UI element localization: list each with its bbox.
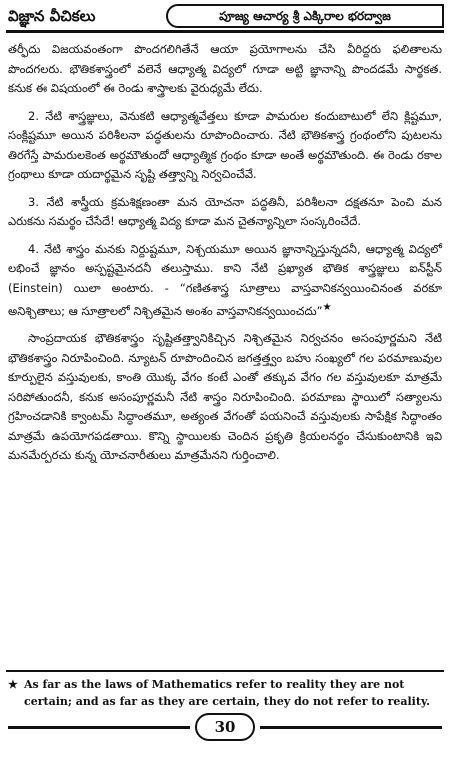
footnote-star-icon: ★ — [8, 678, 18, 691]
paragraph-2: 2. నేటి శాస్త్రజ్ఞులు, వెనుకటి ఆధ్యాత్మవేత్తలు కూడా పామరుల కందుబాటులో లేని క్లిష్టమూ, సంక్లిష్టమూ అయిన పరిశీలనా పద్ధతులను రూపొందించారు. నేటి భౌతికశాస్త్ర గ్రంథంలోని పుటలను తిరగేస్తే పామరులకెంత అర్థమౌతుందో ఆధ్యాత్మిక గ్రంథం కూడా అంతే అర్థమౌతుంది. ఈ రెండు రకాల గ్రంథాలు కూడా యదార్థమైన సృష్టి తత్త్వాన్ని నిర్వచించేవే. — [8, 108, 442, 181]
page-number: 30 — [195, 713, 255, 741]
paragraph-4 — [8, 240, 442, 322]
page-footer — [0, 713, 450, 743]
footer-rule-left — [8, 726, 190, 729]
body-text — [8, 40, 442, 474]
footer-rule-right — [260, 726, 442, 729]
header-rule — [6, 30, 444, 33]
paragraph-1: తర్ఫీదు విజయవంతంగా పొందగలిగితేనే ఆయా ప్రయోగాలను చేసి వీరిద్దరు ఫలితాలను పొందగలరు. భౌతికశాస్త్రంలో వలెనే ఆధ్యాత్మ విద్యలో గూడా అట్టి జ్ఞానాన్ని పొందడమే సార్థకత. కనుక ఈ విషయంలో ఈ రెండు శాస్త్రాలకు వైరుధ్యమే లేదు. — [8, 42, 442, 95]
author-title: పూజ్య ఆచార్య శ్రీ ఎక్కిరాల భరద్వాజ — [166, 4, 444, 28]
page-header — [6, 3, 444, 31]
footnote-text: As far as the laws of Mathematics refer to reality they are not certain; and as far as they are certain, they do not refer to reality. — [24, 678, 430, 708]
footnote-rule — [6, 670, 444, 672]
book-title: విజ్ఞాన వీచికలు — [8, 7, 96, 25]
paragraph-4-text: 4. నేటి శాస్త్రం మనకు నిర్దుష్టమూ, నిశ్చయమూ అయిన జ్ఞానాన్నిస్తున్నదనీ, ఆధ్యాత్మ విద్యలో లభించే జ్ఞానం అస్పష్టమైనదనీ తలుస్తాము. కాని నేటి ప్రఖ్యాత భౌతిక శాస్త్రజ్ఞులు ఐన్‌స్టీన్ (Einstein) యిలా అంటారు. - “గణితశాస్త్ర సూత్రాలు వాస్తవానికన్వయించినంత వరకూ అనిశ్చితాలు; ఆ సూత్రాలలో నిశ్చితమైన అంశం వాస్తవానికన్వయించదు” — [8, 241, 442, 318]
paragraph-5: సాంప్రదాయక భౌతికశాస్త్రం సృష్టితత్త్వానికిచ్చిన నిశ్చితమైన నిర్వచనం అసంపూర్ణమని నేటి భౌతికశాస్త్రం నిరూపించింది. న్యూటన్ రూపొందించిన జగత్తత్త్వం బహు సంఖ్యలో గల పరమాణువుల కూర్పులైన వస్తువులకు, కాంతి యొక్క వేగం కంటే ఎంతో తక్కువ వేగం గల వస్తువులకూ మాత్రమే సరిపోతుందనీ, కనుక అసంపూర్ణమనీ నేటి శాస్త్రం నిరూపించింది. పరమాణు స్థాయిలో సత్యాలను గ్రహించడానికి క్వాంటమ్ సిద్ధాంతమూ, అత్యంత వేగంతో పయనించే వస్తువులకు సాపేక్షిక సిద్ధాంతం మాత్రమే ఉపయోగపడతాయి. కొన్ని స్థాయిలకు చెందిన ప్రకృతి క్రియలనర్థం చేసుకుంటానికి ఇవి మనమేర్పరచు కున్న యోచనారీతులు మాత్రమేనని గుర్తించాలి. — [8, 331, 442, 463]
paragraph-3: 3. నేటి శాస్త్రీయ క్రమశిక్షణంతా మన యోచనా పద్ధతినీ, పరిశీలనా దక్షతనూ పెంచి మన ఎరుకను సమర్థం చేసేదే! ఆధ్యాత్మ విద్య కూడా మన చైతన్యాన్నిలా సంస్కరించేదే. — [8, 194, 442, 228]
footnote — [8, 676, 440, 710]
footnote-reference-star: ★ — [322, 302, 332, 313]
